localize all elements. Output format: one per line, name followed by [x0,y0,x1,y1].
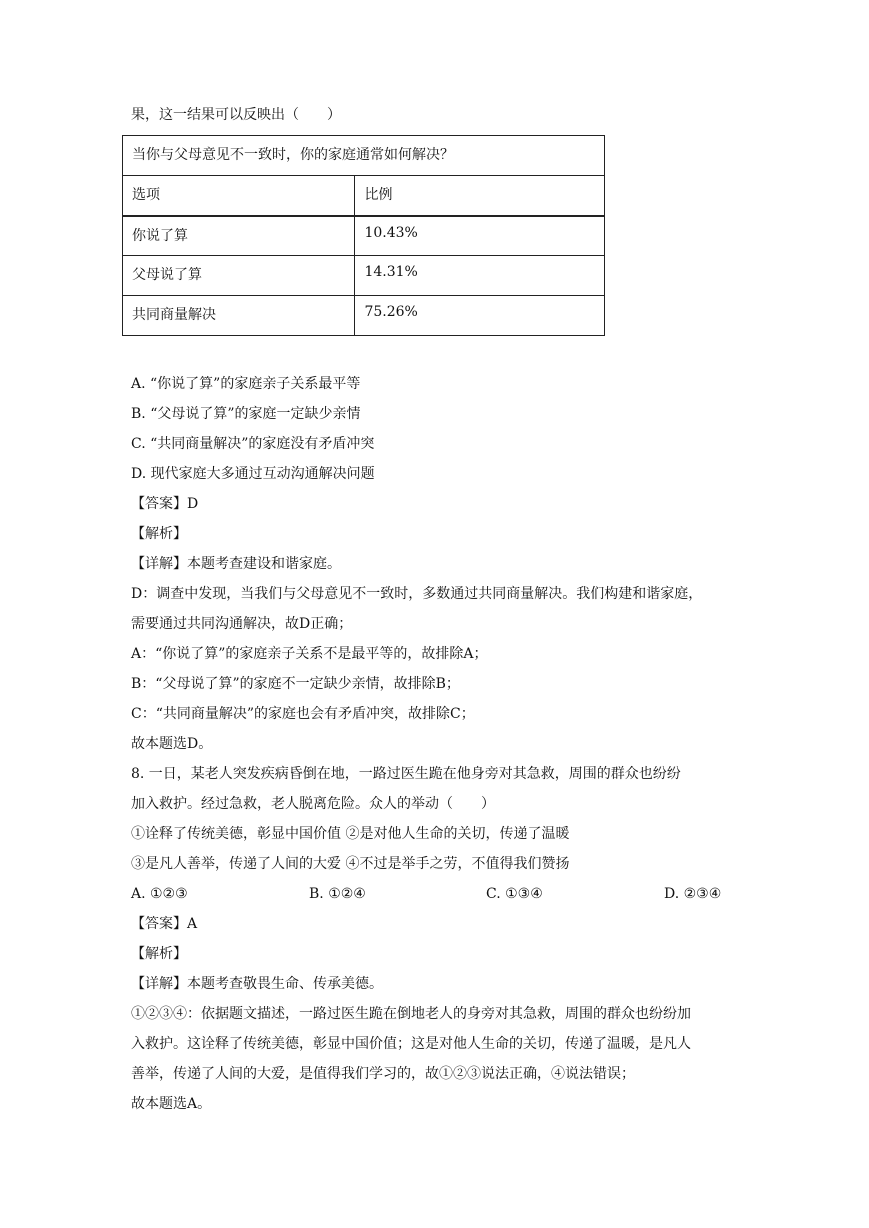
table-cell-option: 共同商量解决 [123,296,355,336]
q7-option-a: A. “你说了算”的家庭亲子关系最平等 [131,376,361,392]
q8-stem-line: 加入救护。经过急救，老人脱离危险。众人的举动（ ） [131,796,495,812]
q7-analysis-label: 【解析】 [131,526,187,542]
table-title-row [123,136,605,176]
q7-explanation-line: 故本题选D。 [131,736,213,752]
header-ratio: 比例 [355,176,605,216]
q8-choice-a: A. ①②③ [131,886,188,902]
q8-statement-line: ①诠释了传统美德，彰显中国价值 ②是对他人生命的关切，传递了温暖 [131,826,570,842]
q8-explanation-line: 入救护。这诠释了传统美德，彰显中国价值；这是对他人生命的关切，传递了温暖，是凡人 [131,1036,691,1052]
table-cell-ratio: 14.31% [355,256,605,296]
q8-stem-line: 8. 一日，某老人突发疾病昏倒在地，一路过医生跪在他身旁对其急救，周围的群众也纷纷 [131,766,681,782]
q8-choice-c: C. ①③④ [486,886,543,902]
q8-statement-line: ③是凡人善举，传递了人间的大爱 ④不过是举手之劳，不值得我们赞扬 [131,856,570,872]
q8-choice-b: B. ①②④ [309,886,366,902]
q7-explanation-line: D：调查中发现，当我们与父母意见不一致时，多数通过共同商量解决。我们构建和谐家庭， [131,586,703,602]
table-row [123,256,605,296]
q8-detail: 【详解】本题考查敬畏生命、传承美德。 [131,976,383,992]
q7-explanation-line: 需要通过共同沟通解决，故D正确； [131,616,353,632]
table-header-row [123,176,605,216]
q7-explanation-line: C：“共同商量解决”的家庭也会有矛盾冲突，故排除C； [131,706,475,722]
table-row [123,216,605,256]
table-cell-option: 父母说了算 [123,256,355,296]
q7-answer: 【答案】D [131,496,199,512]
q8-analysis-label: 【解析】 [131,946,187,962]
q7-option-d: D. 现代家庭大多通过互动沟通解决问题 [131,466,375,482]
q8-explanation-line: ①②③④：依据题文描述，一路过医生跪在倒地老人的身旁对其急救，周围的群众也纷纷加 [131,1006,691,1022]
q8-explanation-line: 故本题选A。 [131,1096,212,1112]
table-question: 当你与父母意见不一致时，你的家庭通常如何解决？ [123,136,605,176]
q8-explanation-line: 善举，传递了人间的大爱，是值得我们学习的，故①②③说法正确，④说法错误； [131,1066,635,1082]
q8-choice-d: D. ②③④ [664,886,722,902]
q7-explanation-line: A：“你说了算”的家庭亲子关系不是最平等的，故排除A； [131,646,488,662]
intro-line: 果，这一结果可以反映出（ ） [131,107,341,123]
survey-table [122,135,605,336]
q7-detail: 【详解】本题考查建设和谐家庭。 [131,556,341,572]
q8-choices [131,884,741,904]
q7-option-c: C. “共同商量解决”的家庭没有矛盾冲突 [131,436,375,452]
q7-option-b: B. “父母说了算”的家庭一定缺少亲情 [131,406,361,422]
table-cell-ratio: 75.26% [355,296,605,336]
header-option: 选项 [123,176,355,216]
table-cell-option: 你说了算 [123,216,355,256]
q7-explanation-line: B：“父母说了算”的家庭不一定缺少亲情，故排除B； [131,676,460,692]
q8-answer: 【答案】A [131,916,198,932]
table-row [123,296,605,336]
table-cell-ratio: 10.43% [355,216,605,256]
